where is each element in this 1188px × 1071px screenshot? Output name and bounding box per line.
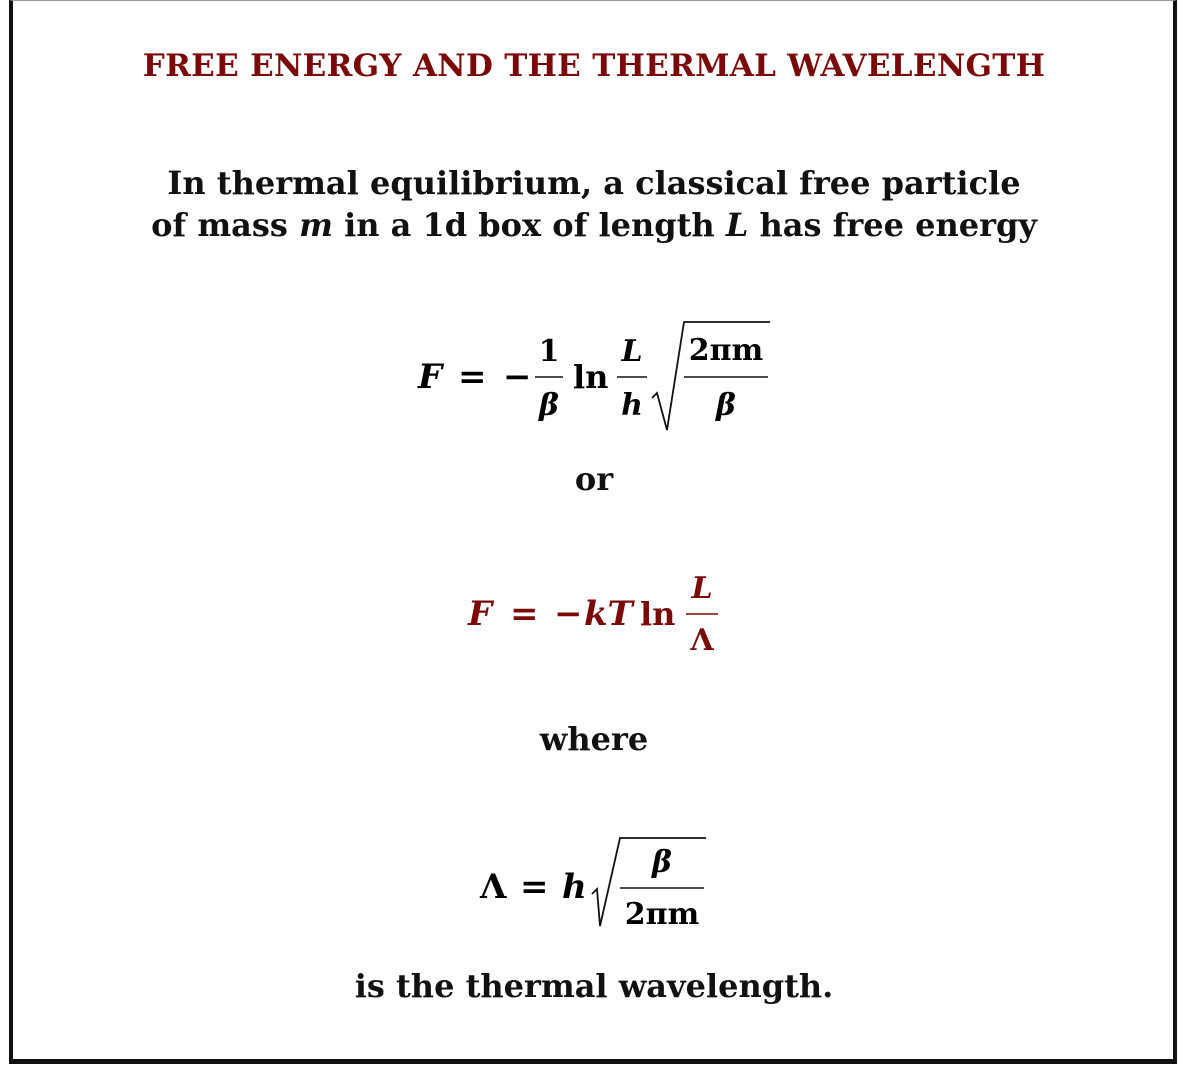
eq1-frac2-den: h <box>621 388 643 423</box>
eq1-ln: ln <box>573 358 609 396</box>
eq2-equals: = <box>510 594 539 634</box>
eq2-frac-den: Λ <box>690 623 714 658</box>
intro-line-2-pre: of mass <box>151 206 288 244</box>
eq1-frac1-num: 1 <box>538 334 560 369</box>
eq1-sqrt-den: β <box>716 388 736 423</box>
eq1-minus: − <box>503 357 532 397</box>
eq1-frac1-den: β <box>539 388 559 423</box>
eq1-frac2-num: L <box>621 334 643 369</box>
eq1-lhs: F <box>418 357 443 397</box>
page-title: FREE ENERGY AND THE THERMAL WAVELENGTH <box>142 48 1046 84</box>
eq3-lhs: Λ <box>480 867 507 907</box>
connector-or: or <box>574 460 614 498</box>
intro-line-2-mid: in a 1d box of length <box>344 206 715 244</box>
eq2-lhs: F <box>468 594 493 634</box>
eq1-sqrt-num: 2πm <box>688 333 764 368</box>
eq3-sqrt-den: 2πm <box>624 897 700 932</box>
eq3-equals: = <box>520 867 549 907</box>
eq3-sqrt-num: β <box>652 845 672 880</box>
eq2-frac-num: L <box>691 571 713 606</box>
eq3-h: h <box>562 867 587 907</box>
length-symbol: L <box>725 206 749 244</box>
mass-symbol: m <box>299 206 333 244</box>
intro-line-2-post: has free energy <box>759 206 1037 244</box>
eq1-equals: = <box>458 357 487 397</box>
intro-line-1: In thermal equilibrium, a classical free particle <box>167 164 1021 202</box>
eq2-minus: − <box>554 594 583 634</box>
connector-where: where <box>539 720 649 758</box>
eq2-kT: kT <box>584 594 633 634</box>
eq2-ln: ln <box>640 595 676 633</box>
closing-sentence: is the thermal wavelength. <box>354 967 834 1005</box>
